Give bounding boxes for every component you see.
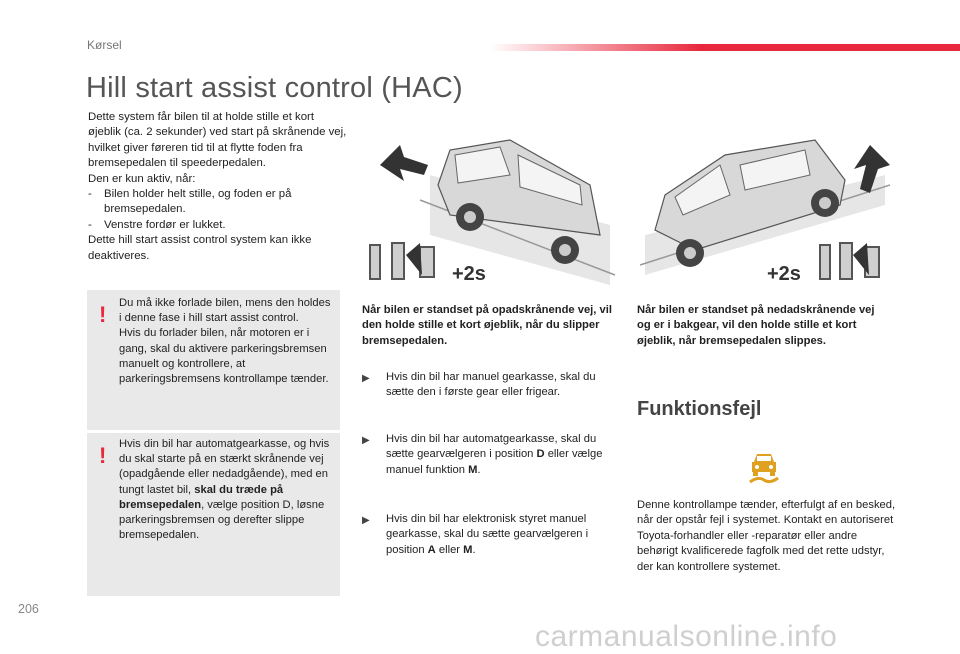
warning-icon: ! [99, 443, 107, 468]
malfunction-text: Denne kontrollampe tænder, efterfulgt af en besked, når der opstår fejl i systemet. Kontakt en autoriseret Toyota-forhandler eller -reparatør eller andre behørigt kvalificerede fagfolk med det rette udstyr, der kan kontrollere systemet. [637, 499, 896, 573]
bullet-automatic-gearbox: ▶ Hvis din bil har automatgearkasse, skal du sætte gearvælgeren i position D eller vælge manuel funktion M. [362, 432, 612, 478]
bullet-arrow-icon: ▶ [362, 515, 370, 526]
page-title: Hill start assist control (HAC) [86, 72, 463, 104]
bullet-arrow-icon: ▶ [362, 435, 370, 446]
warning-box [87, 433, 340, 596]
uphill-van-illustration [360, 125, 620, 295]
intro-paragraph: Dette hill start assist control system kan ikke deaktiveres. [88, 234, 312, 262]
hill-assist-warning-lamp-icon [746, 448, 782, 486]
timer-badge: +2s [767, 263, 801, 285]
section-label: Kørsel [87, 38, 122, 52]
intro-list-item: - Bilen holder helt stille, og foden er på bremsepedalen. [88, 188, 292, 216]
pedals-icon [370, 243, 434, 279]
page-number: 206 [18, 602, 39, 616]
warning-icon: ! [99, 302, 107, 327]
downhill-van-illustration [635, 125, 895, 295]
warning-text: Hvis din bil har automatgearkasse, og hvis du skal starte på en stærkt skrånende vej (opadgående eller nedadgående), med en tungt lastet bil, skal du træde på bremsepedalen, vælge position D, løsne parkeringsbremsen og derefter slippe bremsepedalen. [119, 438, 330, 542]
watermark: carmanualsonline.info [535, 620, 838, 653]
warning-text: Du må ikke forlade bilen, mens den holdes i denne fase i hill start assist control. Hvis du forlader bilen, når motoren er i gang, skal du aktivere parkeringsbremsen manuelt og kontrollere, at parkeringsbremsens kontrollampe tænder. [119, 297, 331, 386]
downhill-caption: Når bilen er standset på nedadskrånende vej og er i bakgear, vil den holde stille et kort øjeblik, når bremsepedalen slippes. [637, 304, 875, 347]
timer-badge: +2s [452, 263, 486, 285]
intro-paragraph: Dette system får bilen til at holde stille et kort øjeblik (ca. 2 sekunder) ved start på skrånende vej, hvilket giver føreren tid til at flytte foden fra bremsepedalen til speederpedalen. [88, 111, 347, 170]
intro-text [88, 110, 348, 264]
intro-condition-heading: Den er kun aktiv, når: [88, 172, 196, 185]
malfunction-heading: Funktionsfejl [637, 398, 762, 420]
bullet-manual-gearbox: ▶ Hvis din bil har manuel gearkasse, skal du sætte den i første gear eller frigear. [362, 370, 612, 401]
bullet-arrow-icon: ▶ [362, 373, 370, 384]
uphill-caption: Når bilen er standset på opadskrånende vej, vil den holde stille et kort øjeblik, når du slipper bremsepedalen. [362, 304, 612, 347]
intro-list-item: - Venstre fordør er lukket. [88, 218, 226, 231]
pedals-icon [820, 243, 879, 279]
header-accent-bar [490, 44, 960, 51]
bullet-electronic-gearbox: ▶ Hvis din bil har elektronisk styret manuel gearkasse, skal du sætte gearvælgeren i position A eller M. [362, 512, 612, 558]
warning-box [87, 290, 340, 430]
